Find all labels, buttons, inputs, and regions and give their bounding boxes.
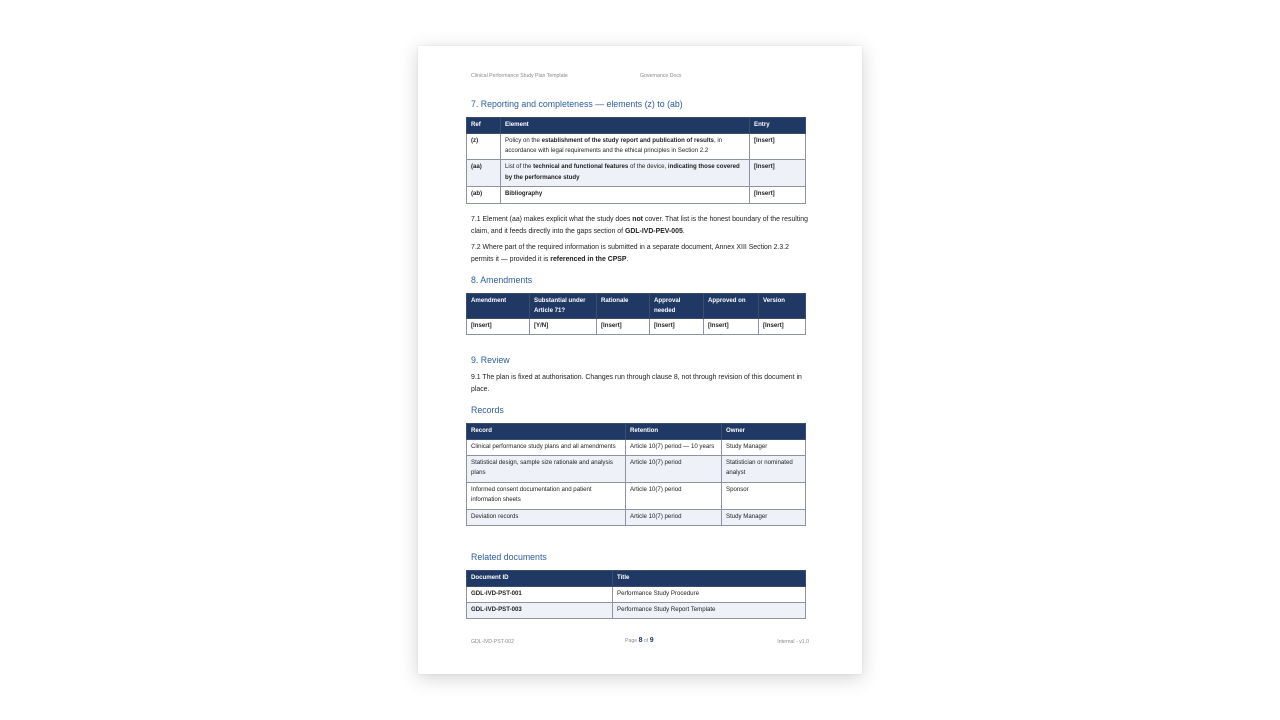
entry-cell: [Insert] — [750, 160, 806, 187]
entry-cell: [Insert] — [750, 187, 806, 203]
document-title-cell: Performance Study Procedure — [613, 586, 806, 602]
table-row — [467, 509, 806, 525]
column-header: Ref — [467, 118, 501, 134]
table-row — [467, 160, 806, 187]
column-header: Element — [501, 118, 750, 134]
header-left: Clinical Performance Study Plan Template — [471, 73, 568, 79]
column-header: Title — [613, 571, 806, 587]
column-header: Approved on — [704, 294, 759, 319]
document-page — [418, 46, 862, 674]
table-cell: Study Manager — [722, 439, 806, 455]
table-cell: Clinical performance study plans and all amendments — [467, 439, 626, 455]
table-header-row — [467, 118, 806, 134]
table-cell: [Insert] — [650, 319, 704, 335]
column-header: Retention — [626, 424, 722, 440]
table-cell: [Insert] — [704, 319, 759, 335]
table-header-row — [467, 571, 806, 587]
table-row — [467, 455, 806, 482]
section-8-heading: 8. Amendments — [471, 275, 533, 285]
footer-version: Internal - v1.0 — [777, 639, 809, 645]
related-documents-table — [466, 570, 806, 619]
table-row — [467, 602, 806, 618]
table-cell: Article 10(7) period — [626, 482, 722, 509]
table-row — [467, 319, 806, 335]
column-header: Document ID — [467, 571, 613, 587]
header-right: Governance Docs — [640, 73, 682, 79]
ref-cell: (aa) — [467, 160, 501, 187]
table-row — [467, 439, 806, 455]
paragraph-9-1: 9.1 The plan is fixed at authorisation. Changes run through clause 8, not through revision of this document in place. — [471, 374, 802, 393]
table-cell: [Insert] — [759, 319, 806, 335]
column-header: Substantial under Article 71? — [530, 294, 597, 319]
document-id-cell: GDL-IVD-PST-001 — [467, 586, 613, 602]
document-id-cell: GDL-IVD-PST-003 — [467, 602, 613, 618]
table-cell: [Insert] — [467, 319, 530, 335]
section-7-heading: 7. Reporting and completeness — elements (z) to (ab) — [471, 99, 683, 109]
document-title-cell: Performance Study Report Template — [613, 602, 806, 618]
table-row — [467, 187, 806, 203]
table-row — [467, 482, 806, 509]
footer-page-number: Page 8 of 9 — [625, 637, 654, 644]
elements-table — [466, 117, 806, 204]
table-header-row — [467, 424, 806, 440]
records-table — [466, 423, 806, 526]
records-heading: Records — [471, 405, 504, 415]
amendments-table — [466, 293, 806, 335]
footer-doc-id: GDL-IVD-PST-002 — [471, 639, 514, 645]
table-row — [467, 586, 806, 602]
table-row — [467, 133, 806, 160]
table-cell: Article 10(7) period — 10 years — [626, 439, 722, 455]
table-cell: Deviation records — [467, 509, 626, 525]
element-cell: Bibliography — [501, 187, 750, 203]
column-header: Entry — [750, 118, 806, 134]
column-header: Owner — [722, 424, 806, 440]
table-cell: Article 10(7) period — [626, 509, 722, 525]
element-cell: Policy on the establishment of the study report and publication of results, in accordance with legal requirements and the ethical principles in Section 2.2 — [501, 133, 750, 160]
table-cell: Statistician or nominated analyst — [722, 455, 806, 482]
table-cell: Article 10(7) period — [626, 455, 722, 482]
ref-cell: (z) — [467, 133, 501, 160]
column-header: Version — [759, 294, 806, 319]
table-cell: Statistical design, sample size rationale and analysis plans — [467, 455, 626, 482]
column-header: Approval needed — [650, 294, 704, 319]
table-cell: Informed consent documentation and patient information sheets — [467, 482, 626, 509]
column-header: Amendment — [467, 294, 530, 319]
paragraph-7-1: 7.1 Element (aa) makes explicit what the study does not cover. That list is the honest boundary of the resulting claim, and it feeds directly into the gaps section of GDL-IVD-PEV-005. — [471, 216, 808, 235]
ref-cell: (ab) — [467, 187, 501, 203]
entry-cell: [Insert] — [750, 133, 806, 160]
column-header: Rationale — [597, 294, 650, 319]
table-cell: [Insert] — [597, 319, 650, 335]
section-9-heading: 9. Review — [471, 355, 510, 365]
paragraph-7-2: 7.2 Where part of the required information is submitted in a separate document, Annex XIII Section 2.3.2 permits it — provided it is referenced in the CPSP. — [471, 244, 789, 263]
column-header: Record — [467, 424, 626, 440]
table-cell: Sponsor — [722, 482, 806, 509]
related-documents-heading: Related documents — [471, 552, 547, 562]
table-cell: Study Manager — [722, 509, 806, 525]
element-cell: List of the technical and functional features of the device, indicating those covered by the performance study — [501, 160, 750, 187]
table-cell: [Y/N] — [530, 319, 597, 335]
table-header-row — [467, 294, 806, 319]
